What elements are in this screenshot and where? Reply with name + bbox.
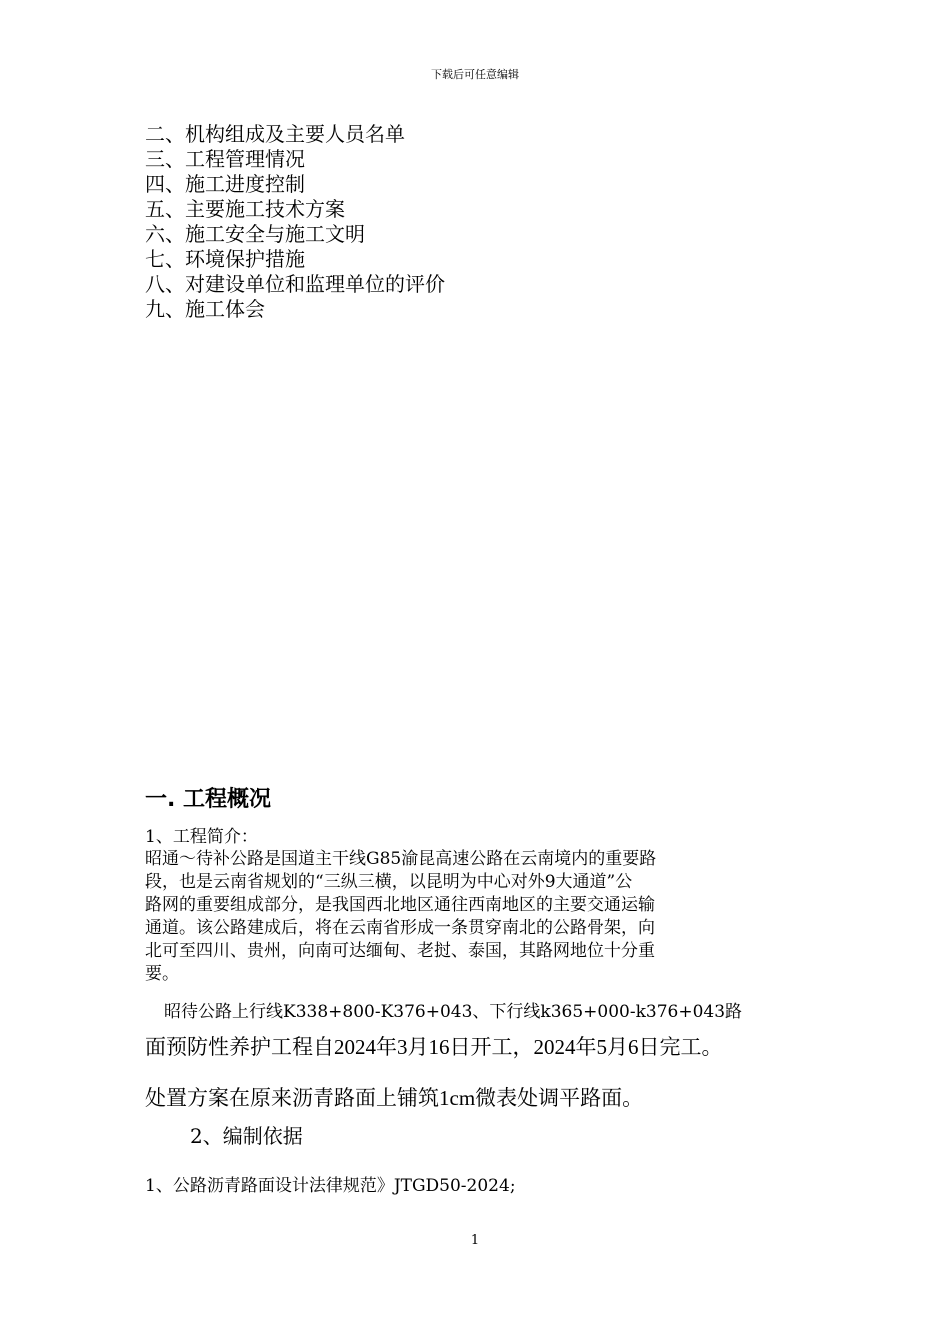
reference-item: 1、公路沥青路面设计法律规范》JTGD50-2024; <box>145 1176 516 1196</box>
table-of-contents <box>145 122 845 322</box>
toc-item: 八、对建设单位和监理单位的评价 <box>145 272 445 296</box>
paragraph-line: 通道。该公路建成后，将在云南省形成一条贯穿南北的公路骨架，向 <box>145 918 655 938</box>
subsection-heading: 2、编制依据 <box>190 1124 303 1148</box>
paragraph-line: 处置方案在原来沥青路面上铺筑1cm微表处调平路面。 <box>145 1086 644 1110</box>
subsection-heading: 1、工程简介： <box>145 827 258 847</box>
paragraph-line: 段，也是云南省规划的“三纵三横，以昆明为中心对外9大通道”公 <box>145 872 633 892</box>
paragraph-line: 昭通～待补公路是国道主干线G85渝昆高速公路在云南境内的重要路 <box>145 849 657 869</box>
paragraph-line: 北可至四川、贵州，向南可达缅甸、老挝、泰国，其路网地位十分重 <box>145 941 655 961</box>
toc-item: 六、施工安全与施工文明 <box>145 222 365 246</box>
toc-item: 五、主要施工技术方案 <box>145 197 345 221</box>
toc-item: 二、机构组成及主要人员名单 <box>145 122 405 146</box>
intro-paragraph <box>145 848 845 986</box>
paragraph-line: 路网的重要组成部分，是我国西北地区通往西南地区的主要交通运输 <box>145 895 655 915</box>
paragraph-line: 要。 <box>145 964 179 984</box>
section-title: 一. 工程概况 <box>145 787 272 812</box>
toc-item: 九、施工体会 <box>145 297 265 321</box>
paragraph-line: 昭待公路上行线K338+800-K376+043、下行线k365+000-k376+043路 <box>164 1002 743 1022</box>
page-number: 1 <box>470 1233 480 1248</box>
toc-item: 七、环境保护措施 <box>145 247 305 271</box>
toc-item: 四、施工进度控制 <box>145 172 305 196</box>
page-header: 下载后可任意编辑 <box>431 68 519 81</box>
toc-item: 三、工程管理情况 <box>145 147 305 171</box>
paragraph-line: 面预防性养护工程自2024年3月16日开工，2024年5月6日完工。 <box>145 1035 723 1059</box>
